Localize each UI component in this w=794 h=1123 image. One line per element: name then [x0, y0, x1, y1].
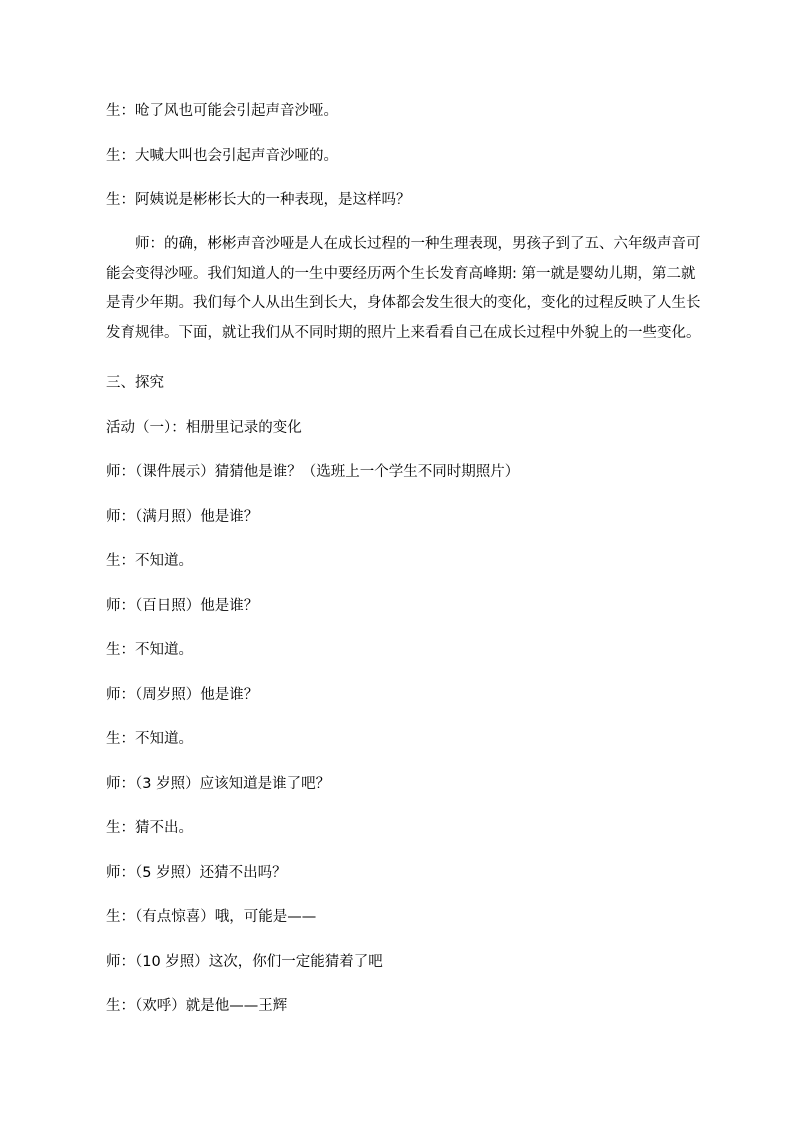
activity-heading: 活动（一）：相册里记录的变化: [106, 420, 302, 436]
section-heading: 三、探究: [106, 375, 164, 391]
teacher-paragraph: [106, 230, 701, 348]
dialogue-line: 师：（课件展示）猜猜他是谁？（选班上一个学生不同时期照片）: [106, 464, 520, 480]
dialogue-line: 生：不知道。: [106, 642, 193, 658]
dialogue-line: 师：（10 岁照）这次，你们一定能猜着了吧: [106, 954, 383, 970]
dialogue-line: 生：（有点惊喜）哦，可能是——: [106, 909, 317, 925]
dialogue-line: 生：不知道。: [106, 553, 193, 569]
paragraph-row: 师：的确，彬彬声音沙哑是人在成长过程的一种生理表现，男孩子到了五、六年级声音可: [135, 236, 701, 252]
dialogue-line: 师：（5 岁照）还猜不出吗？: [106, 865, 287, 881]
dialogue-line: 师：（3 岁照）应该知道是谁了吧？: [106, 776, 331, 792]
dialogue-line: 生：呛了风也可能会引起声音沙哑。: [106, 103, 338, 119]
paragraph-row: 能会变得沙哑。我们知道人的一生中要经历两个生长发育高峰期: 第一就是婴幼儿期，第二就: [106, 265, 696, 282]
dialogue-line: 师：（百日照）他是谁？: [106, 598, 259, 614]
paragraph-row: 是青少年期。我们每个人从出生到长大，身体都会发生很大的变化，变化的过程反映了人生长: [106, 295, 701, 311]
dialogue-line: 生：阿姨说是彬彬长大的一种表现，是这样吗？: [106, 192, 411, 208]
dialogue-line: 生：（欢呼）就是他——王辉: [106, 998, 288, 1014]
dialogue-line: 生：大喊大叫也会引起声音沙哑的。: [106, 148, 338, 164]
dialogue-line: 生：不知道。: [106, 731, 193, 747]
dialogue-line: 生：猜不出。: [106, 820, 193, 836]
paragraph-row: 发育规律。下面，就让我们从不同时期的照片上来看看自己在成长过程中外貌上的一些变化。: [106, 324, 701, 341]
dialogue-line: 师：（周岁照）他是谁？: [106, 687, 259, 703]
dialogue-line: 师：（满月照）他是谁？: [106, 509, 259, 525]
